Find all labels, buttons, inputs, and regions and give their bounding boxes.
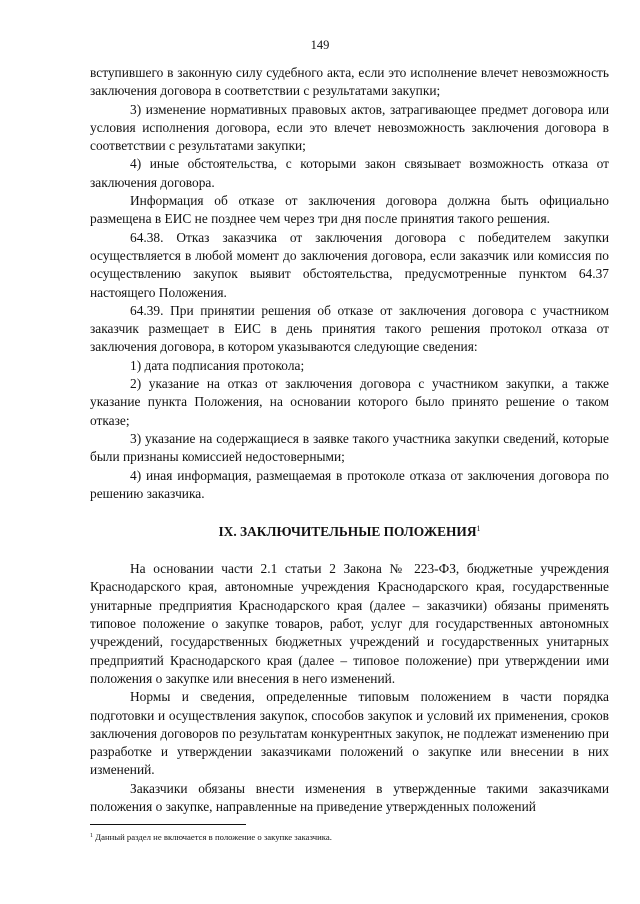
paragraphs-bottom: [90, 560, 609, 816]
paragraphs-top: [90, 64, 609, 503]
page-number: 149: [310, 38, 330, 52]
footnote-text: Данный раздел не включается в положение о закупке заказчика.: [95, 832, 332, 842]
paragraph: 4) иная информация, размещаемая в протоколе отказа от заключения договора по решению заказчика.: [90, 467, 609, 501]
paragraph: 1) дата подписания протокола;: [130, 357, 305, 373]
section-title: IX. ЗАКЛЮЧИТЕЛЬНЫЕ ПОЛОЖЕНИЯ: [218, 524, 477, 540]
section-heading: [90, 520, 609, 541]
footnote-mark: 1: [90, 833, 93, 839]
paragraph: На основании части 2.1 статьи 2 Закона № 223-ФЗ, бюджетные учреждения Краснодарского края, автономные учреждения Краснодарского края, государственные унитарные предприятия Краснодарского края (далее – заказчики) обязаны применять типовое положение о закупке товаров, работ, услуг для государственных автономных учреждений, государственных бюджетных учреждений и государственных унитарных предприятий Краснодарского края (далее – типовое положение) при утверждении ими положения о закупке или внесения в него изменений.: [90, 561, 609, 686]
paragraph: 3) указание на содержащиеся в заявке такого участника закупки сведений, которые были признаны комиссией недостоверными;: [90, 430, 609, 465]
paragraph: вступившего в законную силу судебного акта, если это исполнение влечет невозможность заключения договора в соответствии с результатами закупки;: [90, 65, 609, 99]
footnote-separator: [90, 824, 246, 825]
paragraph: 64.38. Отказ заказчика от заключения договора с победителем закупки осуществляется в любой момент до заключения договора, если заказчик или комиссия по осуществлению закупок выявит обстоятельства, предусмотренные пунктом 64.37 настоящего Положения.: [90, 229, 609, 300]
paragraph: 2) указание на отказ от заключения договора с участником закупки, а также указание пункта Положения, на основании которого было принято решение о таком отказе;: [90, 376, 609, 428]
paragraph: Заказчики обязаны внести изменения в утвержденные такими заказчиками положения о закупке, направленные на приведение утвержденных положений: [90, 780, 609, 814]
footnote: [90, 830, 609, 843]
paragraph: 4) иные обстоятельства, с которыми закон связывает возможность отказа от заключения договора.: [90, 156, 609, 190]
paragraph: Нормы и сведения, определенные типовым положением в части порядка подготовки и осуществления закупок, способов закупок и условий их применения, сроков заключения договоров по результатам конкурентных закупок, не подлежат изменению при разработке и утверждении заказчиками положений о закупке или внесении в них изменений.: [90, 689, 609, 778]
paragraph: 64.39. При принятии решения об отказе от заключения договора с участником заказчик размещает в ЕИС в день принятия такого решения протокол отказа от заключения договора, в котором указываются следующие сведения:: [90, 302, 609, 355]
paragraph: 3) изменение нормативных правовых актов, затрагивающее предмет договора или условия исполнения договора, если это влечет невозможность заключения договора в соответствии с результатами закупки;: [90, 101, 609, 154]
footnote-reference: 1: [476, 524, 481, 534]
paragraph: Информация об отказе от заключения договора должна быть официально размещена в ЕИС не позднее чем через три дня после принятия такого решения.: [90, 193, 609, 227]
document-body: [90, 64, 609, 816]
